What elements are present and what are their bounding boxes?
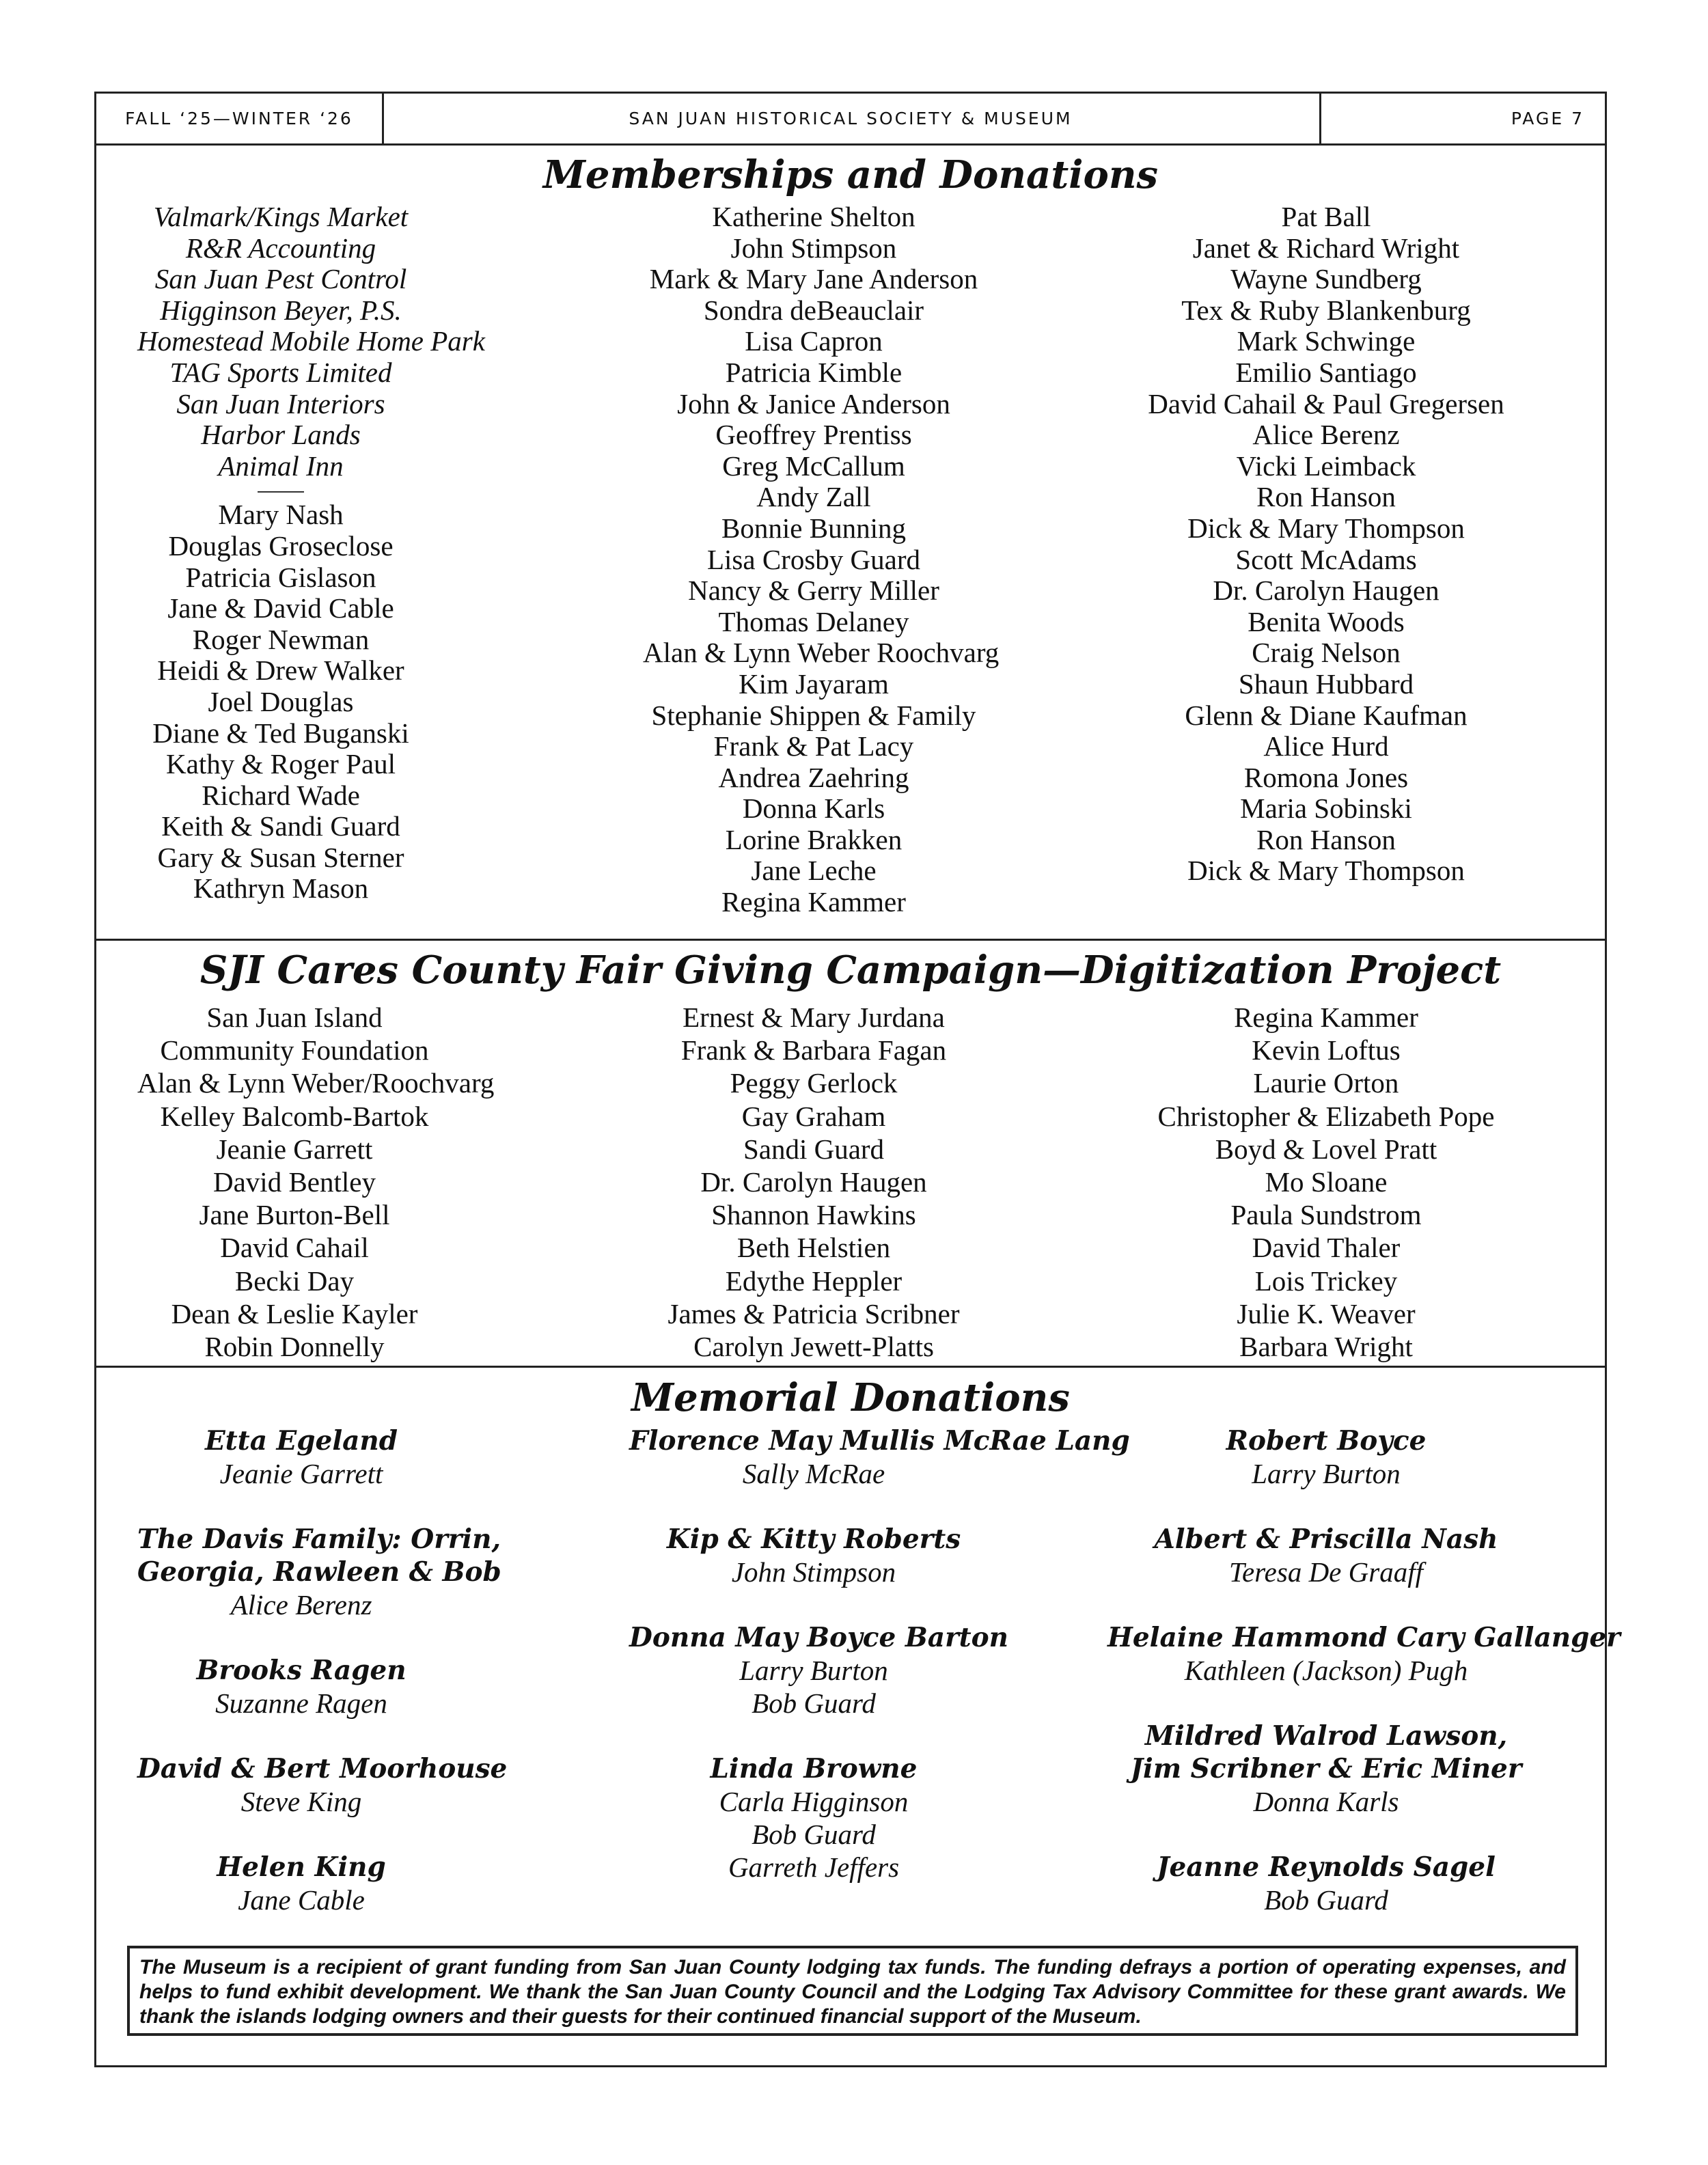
memorial-entry bbox=[1107, 1720, 1545, 1818]
member-name: Shaun Hubbard bbox=[1238, 667, 1414, 700]
honoree-name: Jeanne Reynolds Sagel bbox=[1157, 1851, 1496, 1883]
memorial-entry bbox=[629, 1523, 998, 1588]
donor-name: Suzanne Ragen bbox=[215, 1687, 387, 1719]
section-divider bbox=[96, 939, 1605, 941]
member-name: Mark Schwinge bbox=[1237, 325, 1416, 357]
member-name: Douglas Groseclose bbox=[168, 529, 394, 562]
member-name: Ron Hanson bbox=[1256, 823, 1396, 855]
donor-name: Kelley Balcomb-Bartok bbox=[160, 1100, 429, 1132]
member-name: Donna Karls bbox=[742, 792, 885, 825]
donor-name: David Thaler bbox=[1252, 1232, 1401, 1264]
donor-name: Kevin Loftus bbox=[1252, 1034, 1401, 1066]
donor-name: Kathleen (Jackson) Pugh bbox=[1184, 1655, 1468, 1686]
honoree-name: David & Bert Moorhouse bbox=[137, 1753, 508, 1784]
honoree-name: Helaine Hammond Cary Gallanger bbox=[1107, 1622, 1621, 1653]
member-name: Alice Hurd bbox=[1263, 730, 1389, 762]
donor-name: Edythe Heppler bbox=[725, 1265, 903, 1297]
donor-name: Alice Berenz bbox=[230, 1589, 372, 1621]
member-name: Sondra deBeauclair bbox=[703, 294, 924, 326]
member-name: Stephanie Shippen & Family bbox=[651, 699, 976, 731]
donor-name: Julie K. Weaver bbox=[1237, 1297, 1416, 1329]
donor-name: James & Patricia Scribner bbox=[667, 1297, 960, 1329]
member-name: Janet & Richard Wright bbox=[1192, 232, 1460, 264]
memorial-entry bbox=[137, 1752, 508, 1818]
member-name: Dr. Carolyn Haugen bbox=[1213, 575, 1440, 607]
member-name: Benita Woods bbox=[1248, 605, 1405, 637]
member-name: Lisa Crosby Guard bbox=[706, 543, 920, 575]
member-name: Nancy & Gerry Miller bbox=[688, 575, 939, 607]
member-name: Mark & Mary Jane Anderson bbox=[649, 263, 978, 295]
honoree-name: Donna May Boyce Barton bbox=[629, 1622, 1009, 1653]
memorial-entry bbox=[137, 1851, 465, 1916]
member-name: Lorine Brakken bbox=[725, 823, 903, 855]
memorial-entry bbox=[629, 1752, 998, 1884]
donor-name: Dean & Leslie Kayler bbox=[171, 1297, 418, 1329]
honoree-name: Helen King bbox=[217, 1851, 386, 1883]
donor-name: Steve King bbox=[240, 1786, 362, 1817]
donor-name: Barbara Wright bbox=[1239, 1331, 1413, 1363]
member-name: Joel Douglas bbox=[208, 685, 354, 717]
member-name: John Stimpson bbox=[730, 232, 897, 264]
donor-name: Laurie Orton bbox=[1253, 1067, 1399, 1099]
member-name: Regina Kammer bbox=[721, 886, 906, 918]
sji-cares-column-3 bbox=[1121, 1001, 1531, 1363]
donor-name: Frank & Barbara Fagan bbox=[680, 1034, 947, 1066]
donor-name: Regina Kammer bbox=[1234, 1002, 1418, 1033]
header-publication: SAN JUAN HISTORICAL SOCIETY & MUSEUM bbox=[629, 109, 1073, 128]
member-name: Katherine Shelton bbox=[712, 201, 915, 232]
business-name: R&R Accounting bbox=[185, 232, 376, 264]
donor-name: Alan & Lynn Weber/Roochvarg bbox=[137, 1067, 495, 1099]
donor-name: Mo Sloane bbox=[1265, 1166, 1388, 1198]
donor-name: Jeanie Garrett bbox=[216, 1133, 373, 1165]
member-name: Kim Jayaram bbox=[739, 667, 889, 700]
donor-name: Shannon Hawkins bbox=[711, 1199, 916, 1231]
member-name: Kathryn Mason bbox=[193, 872, 369, 905]
business-name: Animal Inn bbox=[218, 450, 344, 482]
honoree-name: Jim Scribner & Eric Miner bbox=[1130, 1753, 1522, 1784]
donor-name: Bob Guard bbox=[1264, 1884, 1388, 1916]
donor-name: Robin Donnelly bbox=[204, 1331, 385, 1363]
memorial-entry bbox=[1107, 1621, 1621, 1687]
donor-name: Gay Graham bbox=[741, 1100, 886, 1132]
member-name: Romona Jones bbox=[1243, 761, 1409, 793]
sji-cares-title: SJI Cares County Fair Giving Campaign—Digitization Project bbox=[199, 948, 1502, 993]
sji-cares-column-1 bbox=[137, 1001, 495, 1363]
memorial-entry bbox=[1107, 1523, 1545, 1588]
member-name: Ron Hanson bbox=[1256, 481, 1396, 513]
member-name: Jane Leche bbox=[751, 855, 877, 887]
donor-name: Lois Trickey bbox=[1254, 1265, 1398, 1297]
honoree-name: The Davis Family: Orrin, bbox=[137, 1523, 501, 1555]
business-name: Harbor Lands bbox=[201, 419, 361, 451]
memorial-title: Memorial Donations bbox=[631, 1375, 1070, 1420]
donor-name: Donna Karls bbox=[1253, 1786, 1399, 1817]
memberships-column-3 bbox=[1121, 202, 1531, 887]
honoree-name: Albert & Priscilla Nash bbox=[1154, 1523, 1498, 1555]
member-name: Richard Wade bbox=[202, 779, 360, 811]
honoree-name: Kip & Kitty Roberts bbox=[666, 1523, 961, 1555]
member-name: Keith & Sandi Guard bbox=[161, 810, 400, 842]
donor-name: Bob Guard bbox=[752, 1819, 876, 1850]
member-name: Tex & Ruby Blankenburg bbox=[1181, 294, 1471, 326]
member-name: Roger Newman bbox=[192, 623, 370, 655]
memorial-column-1 bbox=[137, 1424, 508, 1949]
member-name: Wayne Sundberg bbox=[1230, 263, 1422, 295]
member-name: Mary Nash bbox=[218, 499, 344, 531]
honoree-name: Florence May Mullis McRae Lang bbox=[629, 1425, 1130, 1457]
donor-name: Beth Helstien bbox=[736, 1232, 891, 1264]
memberships-column-2 bbox=[643, 201, 1000, 918]
member-name: Andrea Zaehring bbox=[718, 761, 909, 793]
member-name: Patricia Kimble bbox=[725, 356, 903, 388]
donor-name: San Juan Island bbox=[206, 1002, 383, 1033]
memorial-entry bbox=[629, 1424, 1130, 1490]
page-frame bbox=[94, 92, 1621, 2067]
honoree-name: Brooks Ragen bbox=[196, 1655, 407, 1686]
honoree-name: Linda Browne bbox=[710, 1753, 918, 1784]
donor-name: Bob Guard bbox=[752, 1687, 876, 1719]
member-name: Scott McAdams bbox=[1235, 543, 1417, 575]
member-name: Alan & Lynn Weber Roochvarg bbox=[643, 637, 1000, 669]
donor-name: Jeanie Garrett bbox=[219, 1458, 383, 1489]
grant-funding-notice: The Museum is a recipient of grant funding from San Juan County lodging tax funds. The funding defrays a portion of operating expenses, and helps to fund exhibit development. We thank the San Juan County Council and the Lodging Tax Advisory Committee for these grant awards. We thank the islands lodging owners and their guests for their continued financial support of the Museum. bbox=[127, 1946, 1578, 2036]
memorial-entry bbox=[137, 1654, 465, 1720]
donor-name: Peggy Gerlock bbox=[730, 1067, 898, 1099]
member-name: Lisa Capron bbox=[745, 325, 883, 357]
memberships-title: Memberships and Donations bbox=[542, 152, 1159, 197]
donor-name: Jane Burton-Bell bbox=[199, 1199, 390, 1231]
member-name: Dick & Mary Thompson bbox=[1187, 512, 1465, 544]
donor-name: Larry Burton bbox=[1252, 1458, 1401, 1489]
donor-name: Jane Cable bbox=[238, 1884, 365, 1916]
honoree-name: Mildred Walrod Lawson, bbox=[1144, 1720, 1508, 1752]
member-name: Patricia Gislason bbox=[185, 561, 376, 593]
donor-name: Larry Burton bbox=[739, 1655, 888, 1686]
member-name: Frank & Pat Lacy bbox=[713, 730, 914, 762]
member-name: Craig Nelson bbox=[1252, 637, 1401, 669]
member-name: John & Janice Anderson bbox=[677, 387, 950, 419]
donor-name: Dr. Carolyn Haugen bbox=[700, 1166, 927, 1198]
donor-name: Christopher & Elizabeth Pope bbox=[1157, 1100, 1495, 1132]
business-name: Higginson Beyer, P.S. bbox=[160, 294, 402, 326]
member-name: Alice Berenz bbox=[1252, 419, 1400, 451]
donor-name: Carla Higginson bbox=[719, 1786, 909, 1817]
business-list bbox=[137, 201, 485, 482]
member-name: Diane & Ted Buganski bbox=[152, 717, 409, 749]
header-page-number: PAGE 7 bbox=[1319, 94, 1605, 143]
member-name: Glenn & Diane Kaufman bbox=[1185, 699, 1468, 731]
member-list bbox=[137, 499, 424, 905]
member-name: Thomas Delaney bbox=[718, 605, 909, 637]
section-divider bbox=[96, 1366, 1605, 1368]
honoree-name: Robert Boyce bbox=[1226, 1425, 1427, 1457]
business-name: Homestead Mobile Home Park bbox=[137, 325, 485, 357]
memorial-column-3 bbox=[1107, 1424, 1621, 1949]
member-name: Heidi & Drew Walker bbox=[157, 654, 404, 687]
page-header bbox=[96, 94, 1605, 146]
member-name: Bonnie Bunning bbox=[721, 512, 906, 544]
member-name: David Cahail & Paul Gregersen bbox=[1148, 387, 1504, 419]
donor-name: Community Foundation bbox=[160, 1034, 429, 1066]
member-name: Jane & David Cable bbox=[167, 592, 394, 624]
member-name: Pat Ball bbox=[1281, 201, 1371, 232]
memorial-entry bbox=[137, 1523, 501, 1621]
sji-cares-column-2 bbox=[643, 1001, 984, 1363]
donor-name: David Bentley bbox=[213, 1166, 376, 1198]
memorial-entry bbox=[1107, 1424, 1545, 1490]
donor-name: John Stimpson bbox=[731, 1556, 896, 1588]
business-name: Valmark/Kings Market bbox=[153, 201, 409, 232]
donor-name: Carolyn Jewett-Platts bbox=[693, 1331, 934, 1363]
memorial-column-2 bbox=[629, 1424, 1130, 1916]
donor-name: Paula Sundstrom bbox=[1230, 1199, 1422, 1231]
memorial-entry bbox=[137, 1424, 465, 1490]
member-name: Andy Zall bbox=[756, 481, 871, 513]
member-name: Vicki Leimback bbox=[1236, 450, 1416, 482]
business-name: TAG Sports Limited bbox=[169, 356, 392, 388]
divider bbox=[258, 491, 304, 493]
member-name: Gary & Susan Sterner bbox=[157, 841, 404, 873]
donor-name: Garreth Jeffers bbox=[728, 1851, 900, 1883]
member-name: Emilio Santiago bbox=[1235, 356, 1417, 388]
memorial-entry bbox=[629, 1621, 1009, 1720]
donor-name: Becki Day bbox=[234, 1265, 355, 1297]
donor-name: Sandi Guard bbox=[743, 1133, 885, 1165]
member-name: Greg McCallum bbox=[722, 450, 905, 482]
business-name: San Juan Pest Control bbox=[154, 263, 407, 295]
donor-name: Boyd & Lovel Pratt bbox=[1215, 1133, 1437, 1165]
member-name: Geoffrey Prentiss bbox=[715, 419, 912, 451]
memorial-entry bbox=[1107, 1851, 1545, 1916]
donor-name: Teresa De Graaff bbox=[1229, 1556, 1423, 1588]
donor-name: David Cahail bbox=[220, 1232, 369, 1264]
honoree-name: Georgia, Rawleen & Bob bbox=[137, 1556, 501, 1588]
header-season: FALL ‘25—WINTER ‘26 bbox=[96, 94, 384, 143]
member-name: Maria Sobinski bbox=[1240, 792, 1412, 825]
member-name: Kathy & Roger Paul bbox=[166, 748, 396, 780]
member-name: Dick & Mary Thompson bbox=[1187, 855, 1465, 887]
donor-name: Sally McRae bbox=[742, 1458, 885, 1489]
memberships-column-1 bbox=[137, 201, 485, 905]
business-name: San Juan Interiors bbox=[176, 387, 385, 419]
donor-name: Ernest & Mary Jurdana bbox=[683, 1002, 945, 1033]
honoree-name: Etta Egeland bbox=[204, 1425, 398, 1457]
